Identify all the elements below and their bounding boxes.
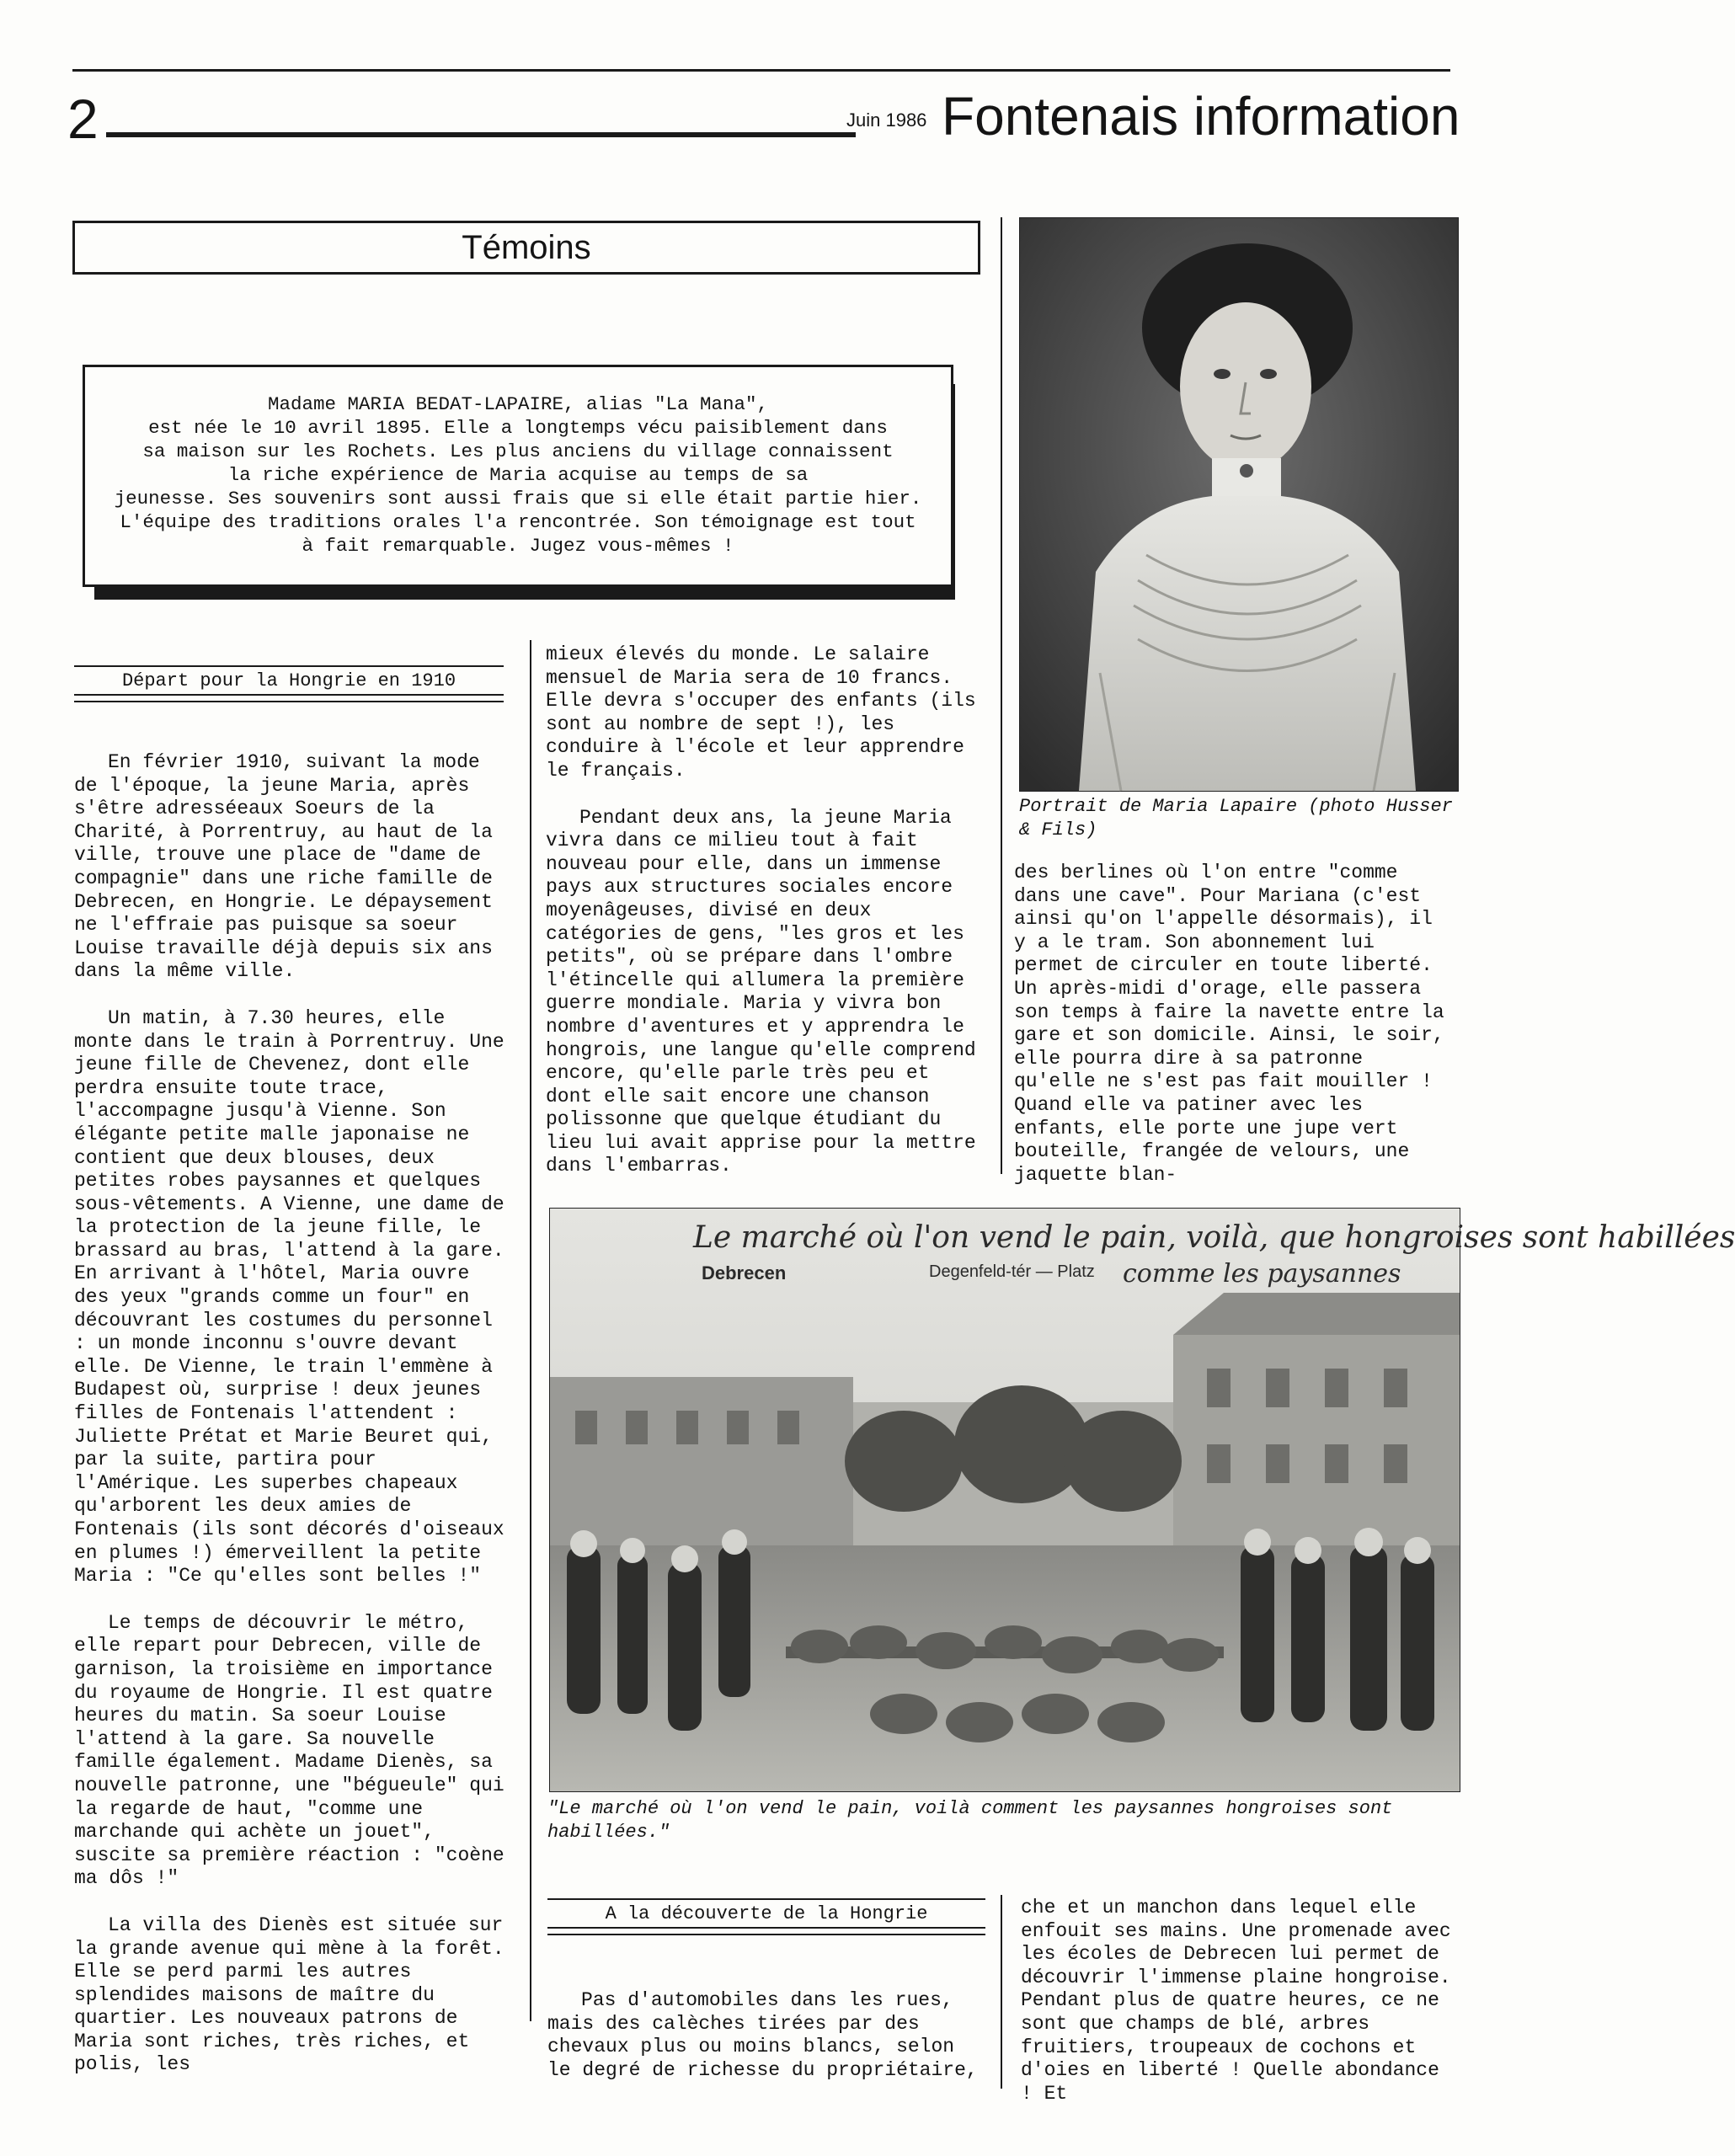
- section-title: Témoins: [462, 229, 591, 266]
- market-image: [550, 1209, 1460, 1791]
- header-top-rule: [72, 69, 1450, 72]
- heading-double-rule: [74, 694, 504, 702]
- article1-paragraph: mieux élevés du monde. Le salaire mensuel de Maria sera de 10 francs. Elle devra s'occuper des enfants (ils sont au nombre de sept !), les conduire à l'école et leur apprendre le français.: [546, 643, 976, 782]
- market-photo: [549, 1208, 1735, 1792]
- article1-paragraph: Un matin, à 7.30 heures, elle monte dans le train à Porrentruy. Une jeune fille de Chevenez, dont elle perdra ensuite toute trace, l'accompagne jusqu'à Vienne. Son élégante petite malle japonaise ne contient que deux blouses, deux petites robes paysannes et quelques sous-vêtements. A Vienne, une dame de la protection de la jeune fille, le brassard au bras, l'attend à la gare. En arrivant à l'hôtel, Maria ouvre des yeux "grands comme un four" en découvrant les costumes du personnel : un monde inconnu s'ouvre devant elle. De Vienne, le train l'emmène à Budapest où, surprise ! deux jeunes filles de Fontenais l'attendent : Juliette Prétat et Marie Beuret qui, par la suite, partira pour l'Amérique. Les superbes chapeaux qu'arborent les deux amies de Fontenais (ils sont décorés d'oiseaux en plumes !) émerveillent la petite Maria : "Ce qu'elles sont belles !": [74, 1006, 504, 1588]
- column-rule-top-right: [1001, 217, 1002, 1174]
- article2-paragraph: che et un manchon dans lequel elle enfouit ses mains. Une promenade avec les écoles de Debrecen lui permet de découvrir l'immense plaine hongroise. Pendant plus de quatre heures, ce ne sont que champs de blé, arbres fruitiers, troupeaux de cochons et d'oies en liberté ! Quelle abondance ! Et: [1021, 1897, 1451, 2105]
- market-photo-label-city: Debrecen: [702, 1262, 787, 1283]
- portrait-caption: Portrait de Maria Lapaire (photo Husser & Fils): [1019, 796, 1453, 841]
- article1-paragraph: En février 1910, suivant la mode de l'époque, la jeune Maria, après s'être adresséeaux Soeurs de la Charité, à Porrentruy, au haut de la ville, trouve une place de "dame de compagnie" dans une riche famille de Debrecen, en Hongrie. Le dépaysement ne l'effraie pas puisque sa soeur Louise travaille déjà depuis six ans dans la même ville.: [74, 751, 493, 983]
- intro-text: Madame MARIA BEDAT-LAPAIRE, alias "La Mana", est née le 10 avril 1895. Elle a longtemps vécu paisiblement dans sa maison sur les Rochets. Les plus anciens du village connaissent la riche expérience de Maria acquise au temps de sa jeunesse. Ses souvenirs sont aussi frais que si elle était partie hier. L'équipe des traditions orales l'a rencontrée. Son témoignage est tout à fait remarquable. Jugez vous-mêmes !: [114, 393, 922, 557]
- article1-column-2: [546, 643, 984, 1202]
- article1-paragraph: des berlines où l'on entre "comme dans une cave". Pour Mariana (c'est ainsi qu'on l'appelle désormais), il y a le tram. Son abonnement lui permet de circuler en toute liberté. Un après-midi d'orage, elle passera son temps à faire la navette entre la gare et son domicile. Ainsi, le soir, elle pourra dire à sa patronne qu'elle ne s'est pas fait mouiller ! Quand elle va patiner avec les enfants, elle porte une jupe vert bouteille, frangée de velours, une jaquette blan-: [1014, 862, 1444, 1186]
- article1-column-3: [1014, 862, 1452, 1210]
- heading-double-rule: [547, 1927, 985, 1935]
- article2-heading: A la découverte de la Hongrie: [605, 1903, 928, 1924]
- section-title-box: [72, 221, 980, 275]
- article1-heading-block: [74, 665, 504, 702]
- column-rule-bottom-right: [1001, 1895, 1002, 2089]
- article1-paragraph: Pendant deux ans, la jeune Maria vivra dans ce milieu tout à fait nouveau pour elle, dans un immense pays aux structures sociales encore moyenâgeuses, divisé en deux catégories de gens, "les gros et les petits", où se prépare dans l'ombre l'étincelle qui allumera la première guerre mondiale. Maria y vivra bon nombre d'aventures et y apprendra le hongrois, une langue qu'elle comprend encore, qu'elle parle très peu et dont elle sait encore une chanson polissonne que quelque étudiant du lieu lui avait apprise pour la mettre dans l'embarras.: [546, 806, 976, 1177]
- article1-column-1: [74, 751, 512, 2100]
- market-photo-label-square: Degenfeld-tér — Platz: [929, 1262, 1095, 1281]
- portrait-photo: [1019, 217, 1459, 792]
- article2-heading-block: [547, 1898, 985, 1935]
- page-number: 2: [67, 88, 99, 150]
- intro-box: [83, 365, 953, 587]
- article2-column-right: [1021, 1897, 1459, 2129]
- article1-paragraph: La villa des Dienès est située sur la grande avenue qui mène à la forêt. Elle se perd parmi les autres splendides maisons de maître du quartier. Les nouveaux patrons de Maria sont riches, très riches, et polis, les: [74, 1913, 504, 2076]
- article2-paragraph: Pas d'automobiles dans les rues, mais des calèches tirées par des chevaux plus ou moins blancs, selon le degré de richesse du propriétaire,: [547, 1989, 978, 2081]
- column-rule-left: [530, 640, 531, 2021]
- article2-column-left: [547, 1989, 985, 2105]
- market-photo-handwriting-right: comme les paysannes: [1123, 1259, 1401, 1289]
- header-bar-rule: [106, 132, 856, 137]
- article1-heading: Départ pour la Hongrie en 1910: [121, 670, 456, 691]
- portrait-image: [1020, 218, 1458, 791]
- market-photo-handwriting: Le marché où l'on vend le pain, voilà, que hongroises sont habillées: [693, 1220, 1735, 1255]
- publication-title: Fontenais information: [942, 86, 1460, 147]
- article1-paragraph: Le temps de découvrir le métro, elle repart pour Debrecen, ville de garnison, la troisième en importance du royaume de Hongrie. Il est quatre heures du matin. Sa soeur Louise l'attend à la gare. Sa nouvelle famille également. Madame Dienès, sa nouvelle patronne, une "bégueule" qui la regarde de haut, "comme une marchande qui achète un jouet", suscite sa première réaction : "coène ma dôs !": [74, 1611, 504, 1890]
- market-caption: "Le marché où l'on vend le pain, voilà comment les paysannes hongroises sont habillées.": [547, 1798, 1393, 1843]
- issue-date: Juin 1986: [846, 109, 927, 131]
